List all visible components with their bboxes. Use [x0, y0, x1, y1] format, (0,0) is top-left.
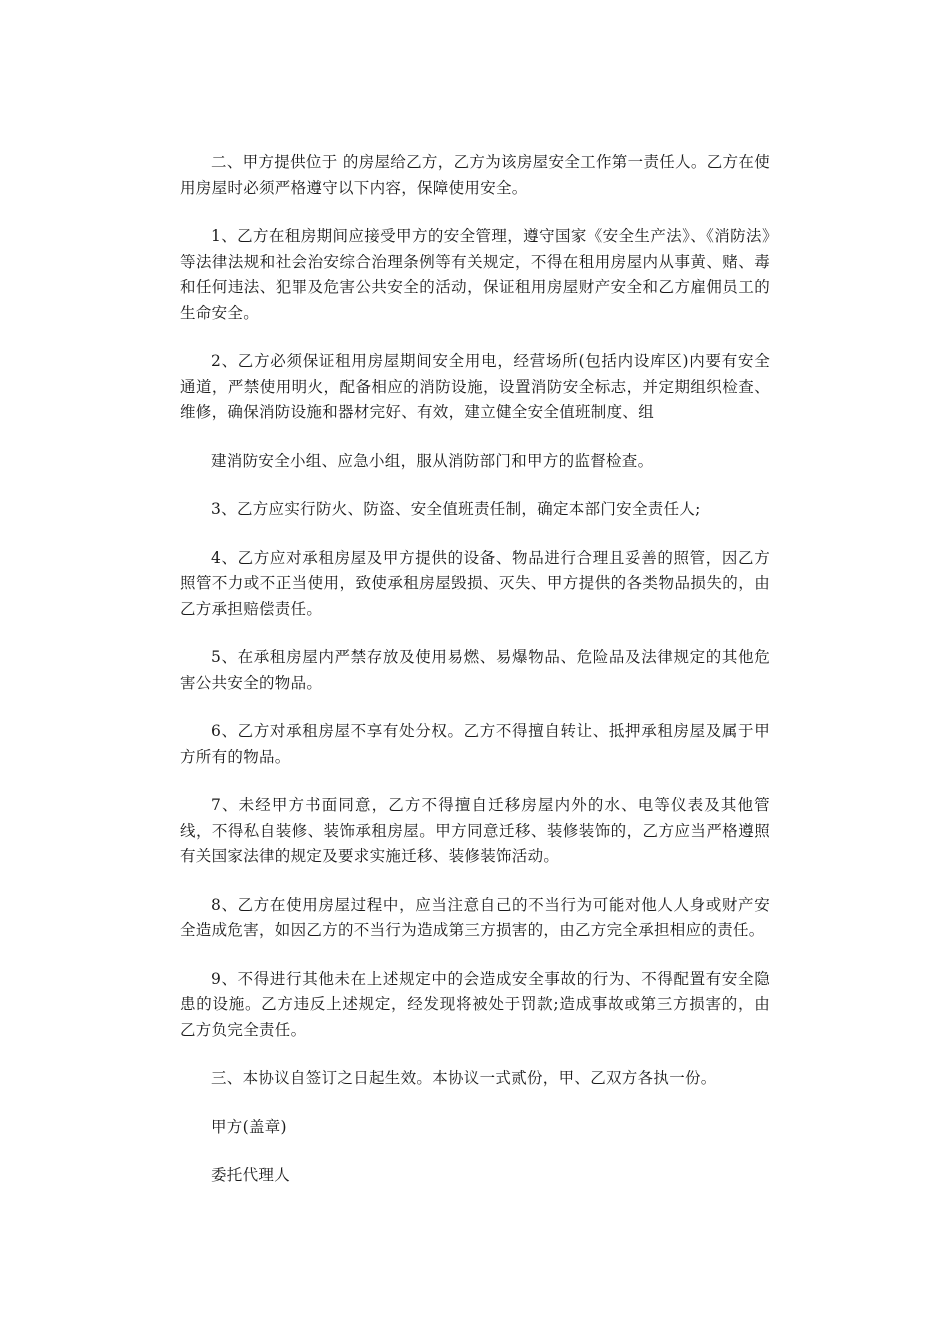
clause-2-item-3: 3、乙方应实行防火、防盗、安全值班责任制，确定本部门安全责任人;	[211, 500, 701, 518]
clause-2-item-9: 9、不得进行其他未在上述规定中的会造成安全事故的行为、不得配置有安全隐患的设施。乙方违反上述规定，经发现将被处于罚款;造成事故或第三方损害的，由乙方负完全责任。	[180, 969, 770, 1039]
party-a-seal-label: 甲方(盖章)	[211, 1117, 287, 1136]
clause-2-intro: 二、甲方提供位于 的房屋给乙方，乙方为该房屋安全工作第一责任人。乙方在使用房屋时必须严格遵守以下内容，保障使用安全。	[180, 153, 770, 197]
clause-2-item-4: 4、乙方应对承租房屋及甲方提供的设备、物品进行合理且妥善的照管，因乙方照管不力或不正当使用，致使承租房屋毁损、灭失、甲方提供的各类物品损失的，由乙方承担赔偿责任。	[180, 548, 770, 618]
clause-2-item-1: 1、乙方在租房期间应接受甲方的安全管理，遵守国家《安全生产法》、《消防法》等法律法规和社会治安综合治理条例等有关规定，不得在租用房屋内从事黄、赌、毒和任何违法、犯罪及危害公共安全的活动，保证租用房屋财产安全和乙方雇佣员工的生命安全。	[180, 227, 770, 322]
authorized-agent-label: 委托代理人	[211, 1166, 291, 1184]
clause-2-item-7: 7、未经甲方书面同意，乙方不得擅自迁移房屋内外的水、电等仪表及其他管线，不得私自装修、装饰承租房屋。甲方同意迁移、装修装饰的，乙方应当严格遵照有关国家法律的规定及要求实施迁移、装修装饰活动。	[180, 796, 770, 865]
clause-2-item-5: 5、在承租房屋内严禁存放及使用易燃、易爆物品、危险品及法律规定的其他危害公共安全的物品。	[180, 648, 770, 692]
clause-2-item-2-continued: 建消防安全小组、应急小组，服从消防部门和甲方的监督检查。	[211, 451, 654, 470]
clause-2-item-8: 8、乙方在使用房屋过程中，应当注意自己的不当行为可能对他人人身或财产安全造成危害，如因乙方的不当行为造成第三方损害的，由乙方完全承担相应的责任。	[180, 895, 770, 939]
clause-2-item-2: 2、乙方必须保证租用房屋期间安全用电，经营场所(包括内设库区)内要有安全通道，严禁使用明火，配备相应的消防设施，设置消防安全标志，并定期组织检查、维修，确保消防设施和器材完好、有效，建立健全安全值班制度、组	[180, 352, 770, 421]
document-body	[180, 150, 770, 1189]
clause-2-item-6: 6、乙方对承租房屋不享有处分权。乙方不得擅自转让、抵押承租房屋及属于甲方所有的物品。	[180, 722, 770, 766]
clause-3: 三、本协议自签订之日起生效。本协议一式贰份，甲、乙双方各执一份。	[211, 1069, 717, 1087]
